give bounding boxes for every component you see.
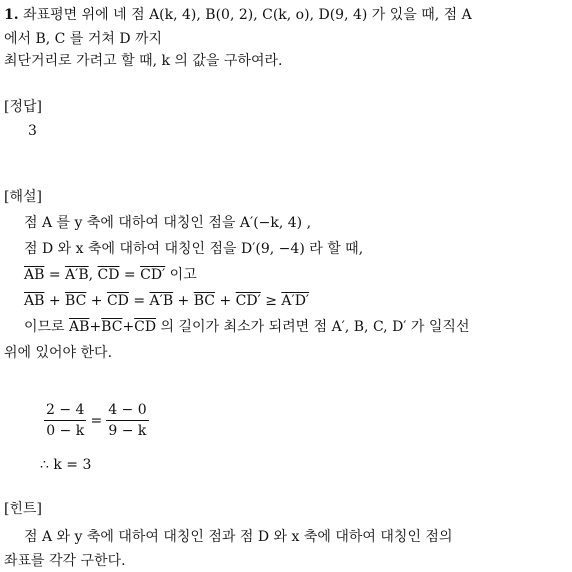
explanation-line-2: 점 D 와 x 축에 대하여 대칭인 점을 D′(9, −4) 라 할 때, (24, 241, 364, 257)
segment-cdp: CD′ (235, 293, 261, 309)
hint-line-1: 점 A 와 y 축에 대하여 대칭인 점과 점 D 와 x 축에 대하여 대칭인 점의 (24, 529, 453, 545)
plus-sign: + (173, 293, 194, 309)
segment-bc: $\overline{BC}$ (193, 293, 216, 309)
segment-apdp: A′D′ (281, 293, 310, 309)
segment-ab: $\overline{AB}$ (24, 293, 45, 309)
denominator-left: 0 − k (46, 423, 85, 439)
geq-sign: ≥ (260, 293, 282, 309)
comma: , (88, 267, 98, 283)
equals-sign: = (119, 267, 141, 283)
explanation-line-6: 위에 있어야 한다. (4, 345, 113, 361)
answer-label: [정답] (4, 99, 42, 115)
fraction-left (44, 402, 86, 439)
segment-cdp: CD′ (140, 267, 166, 283)
therefore-line: ∴ k = 3 (40, 457, 92, 473)
equation-equals: = (90, 412, 103, 429)
explanation-label: [해설] (4, 189, 42, 205)
problem-text-1: 좌표평면 위에 네 점 A(k, 4), B(0, 2), C(k, o), D(9, 4) 가 있을 때, 점 A (23, 7, 472, 23)
hint-label: [힌트] (4, 501, 42, 517)
segment-bc: $\overline{BC}$ (65, 293, 87, 309)
problem-number: 1. (4, 7, 19, 23)
plus-sign: + (122, 319, 135, 335)
answer-value: 3 (28, 123, 37, 139)
slope-equation (40, 402, 153, 439)
plus-sign: + (89, 319, 102, 335)
problem-line-2: 에서 B, C 를 거쳐 D 까지 (4, 31, 163, 47)
numerator-left: 2 − 4 (44, 402, 86, 421)
fraction-right (106, 402, 148, 439)
segment-cd: $\overline{CD}$ (106, 293, 129, 309)
segment-apb: A′B (65, 267, 89, 283)
problem-line-1 (4, 6, 472, 24)
equals-sign: = (128, 293, 150, 309)
problem-line-3: 최단거리로 가려고 할 때, k 의 값을 구하여라. (4, 53, 283, 69)
segment-bc: $\overline{BC}$ (101, 319, 123, 335)
line-tail: 이고 (165, 267, 197, 283)
plus-sign: + (44, 293, 66, 309)
denominator-right: 9 − k (108, 423, 147, 439)
line-head: 이므로 (24, 319, 70, 335)
numerator-right: 4 − 0 (106, 402, 148, 421)
segment-cd: $\overline{CD}$ (97, 267, 120, 283)
explanation-line-1: 점 A 를 y 축에 대하여 대칭인 점을 A′(−k, 4) , (24, 215, 312, 231)
explanation-line-5 (24, 318, 469, 336)
segment-cd: $\overline{CD}$ (134, 319, 157, 335)
hint-line-2: 좌표를 각각 구한다. (4, 553, 126, 569)
equals-sign: = (44, 267, 66, 283)
plus-sign: + (86, 293, 107, 309)
segment-ab: $\overline{AB}$ (24, 267, 45, 283)
explanation-line-3 (24, 266, 197, 284)
plus-sign: + (215, 293, 236, 309)
line-tail: 의 길이가 최소가 되려면 점 A′, B, C, D′ 가 일직선 (156, 319, 470, 335)
explanation-line-4 (24, 292, 309, 310)
segment-apb: A′B (149, 293, 174, 309)
segment-ab: $\overline{AB}$ (69, 319, 90, 335)
